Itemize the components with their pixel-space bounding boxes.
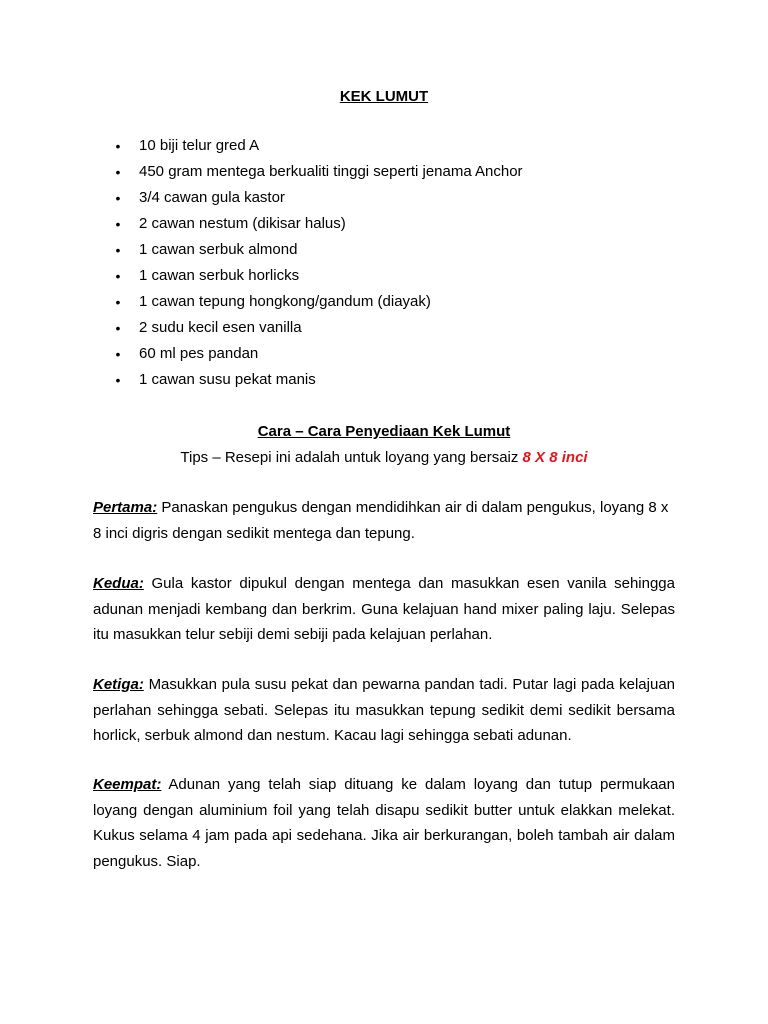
ingredient-item — [112, 239, 523, 265]
ingredient-item — [112, 369, 523, 395]
tips-text: Tips – Resepi ini adalah untuk loyang yang bersaiz — [180, 449, 523, 466]
step-paragraph-1 — [93, 495, 675, 546]
bullet-icon: • — [115, 268, 121, 284]
ingredient-text: 1 cawan serbuk horlicks — [139, 267, 300, 284]
method-title: Cara – Cara Penyediaan Kek Lumut — [257, 423, 511, 440]
ingredient-text: 10 biji telur gred A — [139, 137, 260, 154]
ingredient-item — [112, 265, 523, 291]
bullet-icon: • — [115, 242, 121, 258]
bullet-icon: • — [115, 294, 121, 310]
ingredient-text: 2 sudu kecil esen vanilla — [139, 319, 302, 336]
bullet-icon: • — [115, 320, 121, 336]
bullet-icon: • — [115, 372, 121, 388]
step-text: Gula kastor dipukul dengan mentega dan masukkan esen vanila sehingga adunan menjadi kembang dan berkrim. Guna kelajuan hand mixer paling laju. Selepas itu masukkan telur sebiji demi sebiji pada kelajuan perlahan. — [93, 575, 675, 643]
step-text: Panaskan pengukus dengan mendidihkan air di dalam pengukus, loyang 8 x 8 inci digris dengan sedikit mentega dan tepung. — [93, 499, 669, 542]
step-paragraph-3 — [93, 672, 675, 749]
step-label: Keempat: — [93, 776, 162, 793]
ingredient-item — [112, 213, 523, 239]
bullet-icon: • — [115, 164, 121, 180]
ingredient-list — [112, 135, 523, 395]
ingredient-text: 1 cawan tepung hongkong/gandum (diayak) — [139, 293, 431, 310]
recipe-title: KEK LUMUT — [339, 88, 429, 105]
bullet-icon: • — [115, 190, 121, 206]
step-paragraph-4 — [93, 772, 675, 874]
ingredient-text: 3/4 cawan gula kastor — [139, 189, 285, 206]
step-text: Masukkan pula susu pekat dan pewarna pandan tadi. Putar lagi pada kelajuan perlahan sehingga sebati. Selepas itu masukkan tepung sedikit demi sedikit bersama horlick, serbuk almond dan nestum. Kacau lagi sehingga sebati adunan. — [93, 676, 675, 744]
ingredient-text: 2 cawan nestum (dikisar halus) — [139, 215, 346, 232]
bullet-icon: • — [115, 138, 121, 154]
step-label: Ketiga: — [93, 676, 144, 693]
step-label: Kedua: — [93, 575, 144, 592]
step-paragraph-2 — [93, 571, 675, 648]
ingredient-item — [112, 291, 523, 317]
tips-line — [0, 447, 768, 469]
ingredient-text: 1 cawan susu pekat manis — [139, 371, 316, 388]
step-label: Pertama: — [93, 499, 158, 516]
ingredient-item — [112, 187, 523, 213]
ingredient-text: 450 gram mentega berkualiti tinggi seperti jenama Anchor — [139, 163, 523, 180]
ingredient-text: 1 cawan serbuk almond — [139, 241, 298, 258]
ingredient-text: 60 ml pes pandan — [139, 345, 259, 362]
ingredient-item — [112, 135, 523, 161]
bullet-icon: • — [115, 346, 121, 362]
ingredient-item — [112, 343, 523, 369]
step-text: Adunan yang telah siap dituang ke dalam loyang dan tutup permukaan loyang dengan aluminium foil yang telah disapu sedikit butter untuk elakkan melekat. Kukus selama 4 jam pada api sedehana. Jika air berkurangan, boleh tambah air dalam pengukus. Siap. — [93, 776, 675, 870]
ingredient-item — [112, 161, 523, 187]
pan-size: 8 X 8 inci — [522, 449, 588, 466]
bullet-icon: • — [115, 216, 121, 232]
ingredient-item — [112, 317, 523, 343]
